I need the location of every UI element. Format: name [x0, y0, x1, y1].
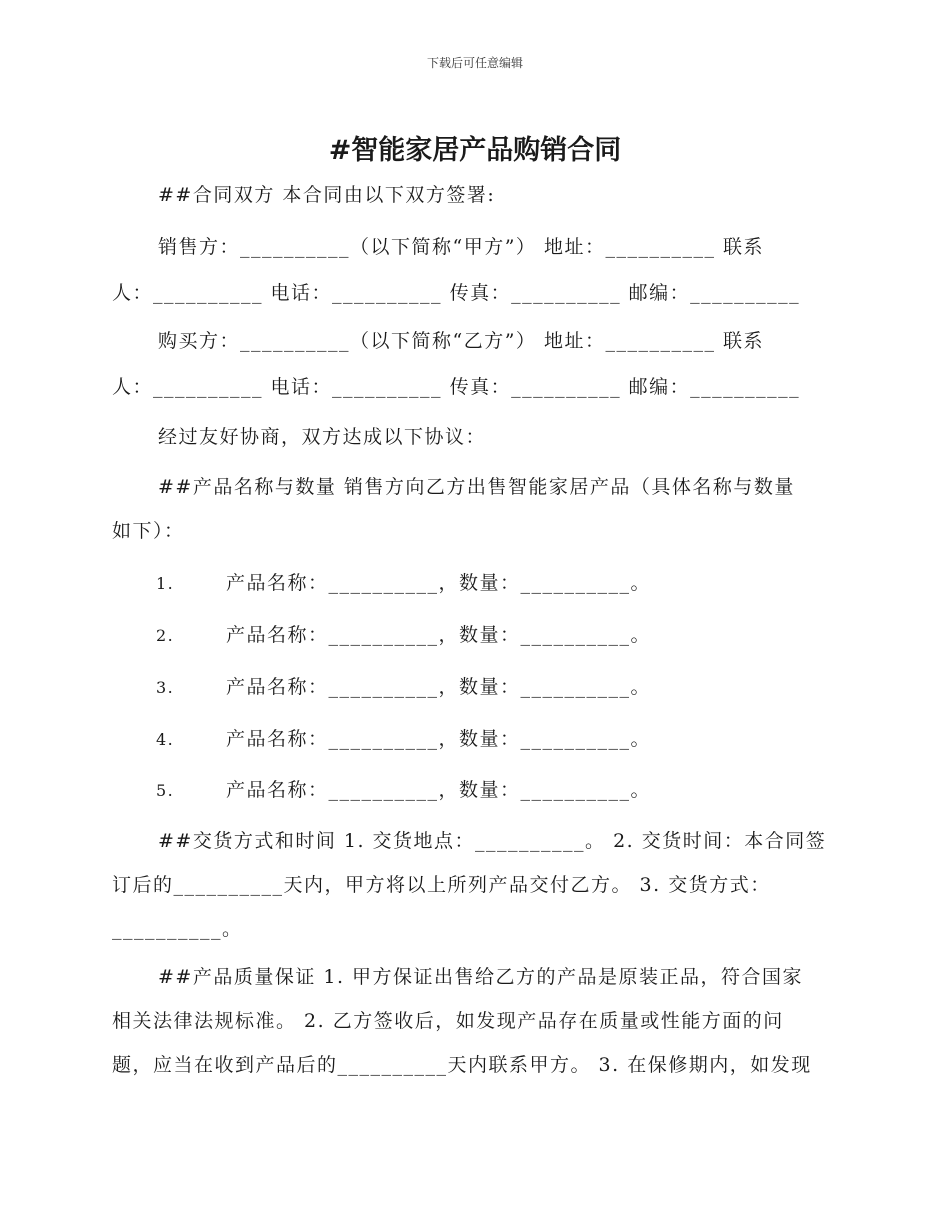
- buyer-line-2: 人：__________ 电话：__________ 传真：__________ 邮编：__________: [112, 376, 801, 398]
- seller-line-1: 销售方：__________（以下简称“甲方”） 地址：__________ 联系: [158, 236, 765, 258]
- quality-line-3: 题，应当在收到产品后的__________天内联系甲方。 3. 在保修期内，如发现: [112, 1054, 812, 1076]
- product-intro-line-1: ##产品名称与数量 销售方向乙方出售智能家居产品（具体名称与数量: [158, 476, 795, 498]
- list-item-text: 产品名称：__________，数量：__________。: [226, 572, 652, 594]
- list-item-text: 产品名称：__________，数量：__________。: [226, 624, 652, 646]
- list-item-text: 产品名称：__________，数量：__________。: [226, 676, 652, 698]
- seller-line-2: 人：__________ 电话：__________ 传真：__________ 邮编：__________: [112, 282, 801, 304]
- list-item-number: 2.: [156, 626, 175, 645]
- delivery-line-3: __________。: [112, 918, 243, 940]
- list-item-number: 4.: [156, 730, 175, 749]
- list-item-text: 产品名称：__________，数量：__________。: [226, 779, 652, 801]
- list-item: [156, 775, 651, 802]
- quality-line-1: ##产品质量保证 1. 甲方保证出售给乙方的产品是原装正品，符合国家: [158, 966, 804, 988]
- delivery-line-2: 订后的__________天内，甲方将以上所列产品交付乙方。 3. 交货方式：: [112, 874, 771, 896]
- list-item: [156, 672, 651, 699]
- document-title: #智能家居产品购销合同: [328, 135, 622, 166]
- list-item: [156, 724, 651, 751]
- list-item-number: 1.: [156, 574, 175, 593]
- agreement-paragraph: 经过友好协商，双方达成以下协议：: [158, 426, 487, 448]
- list-item-number: 3.: [156, 678, 175, 697]
- quality-line-2: 相关法律法规标准。 2. 乙方签收后，如发现产品存在质量或性能方面的问: [112, 1010, 784, 1032]
- delivery-line-1: ##交货方式和时间 1. 交货地点：__________。 2. 交货时间：本合同签: [158, 830, 827, 852]
- product-intro-line-2: 如下）：: [112, 520, 185, 542]
- buyer-line-1: 购买方：__________（以下简称“乙方”） 地址：__________ 联系: [158, 330, 765, 352]
- header-note: 下载后可任意编辑: [426, 56, 523, 70]
- list-item: [156, 620, 651, 647]
- list-item-text: 产品名称：__________，数量：__________。: [226, 728, 652, 750]
- list-item-number: 5.: [156, 781, 175, 800]
- list-item: [156, 568, 651, 595]
- intro-paragraph: ##合同双方 本合同由以下双方签署:: [158, 184, 496, 206]
